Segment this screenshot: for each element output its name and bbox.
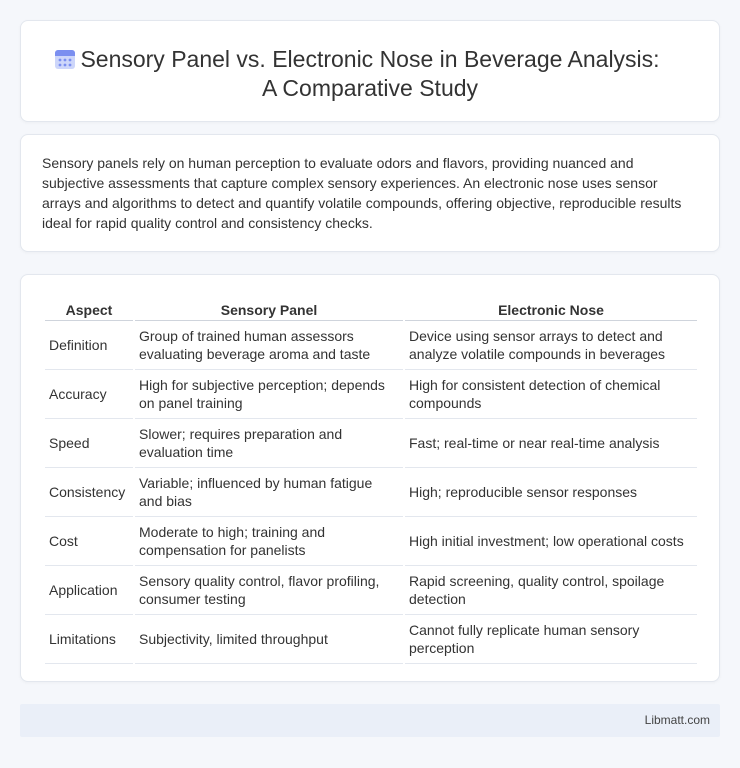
page-title-line-1: Sensory Panel vs. Electronic Nose in Beverage Analysis:	[80, 46, 660, 72]
row-electronic-nose: High; reproducible sensor responses	[405, 468, 697, 517]
page-title-line-2: A Comparative Study	[261, 75, 479, 101]
intro-card	[20, 134, 720, 252]
row-aspect: Application	[45, 566, 133, 615]
page-title	[21, 45, 719, 103]
row-aspect: Definition	[45, 321, 133, 370]
row-sensory-panel: Variable; influenced by human fatigue and bias	[135, 468, 403, 517]
footer-site-link[interactable]: Libmatt.com	[644, 713, 710, 727]
header-aspect: Aspect	[45, 295, 133, 321]
table-row	[45, 321, 697, 370]
row-electronic-nose: High initial investment; low operational costs	[405, 517, 697, 566]
row-electronic-nose: High for consistent detection of chemical compounds	[405, 370, 697, 419]
row-electronic-nose: Rapid screening, quality control, spoilage detection	[405, 566, 697, 615]
table-row	[45, 615, 697, 664]
row-sensory-panel: Moderate to high; training and compensation for panelists	[135, 517, 403, 566]
row-sensory-panel: Subjectivity, limited throughput	[135, 615, 403, 664]
table-row	[45, 517, 697, 566]
row-aspect: Consistency	[45, 468, 133, 517]
row-aspect: Accuracy	[45, 370, 133, 419]
comparison-table	[43, 295, 699, 664]
row-aspect: Speed	[45, 419, 133, 468]
footer	[20, 704, 720, 737]
table-header-row	[45, 295, 697, 321]
table-row	[45, 419, 697, 468]
row-sensory-panel: Group of trained human assessors evaluating beverage aroma and taste	[135, 321, 403, 370]
table-row	[45, 468, 697, 517]
row-sensory-panel: High for subjective perception; depends on panel training	[135, 370, 403, 419]
comparison-card	[20, 274, 720, 682]
row-sensory-panel: Sensory quality control, flavor profiling, consumer testing	[135, 566, 403, 615]
intro-paragraph: Sensory panels rely on human perception to evaluate odors and flavors, providing nuanced and subjective assessments that capture complex sensory experiences. An electronic nose uses sensor arrays and algorithms to detect and quantify volatile compounds, offering objective, reproducible results ideal for rapid quality control and consistency checks.	[42, 155, 682, 231]
table-row	[45, 370, 697, 419]
row-sensory-panel: Slower; requires preparation and evaluation time	[135, 419, 403, 468]
row-aspect: Limitations	[45, 615, 133, 664]
row-electronic-nose: Fast; real-time or near real-time analysis	[405, 419, 697, 468]
header-sensory-panel: Sensory Panel	[135, 295, 403, 321]
row-electronic-nose: Cannot fully replicate human sensory perception	[405, 615, 697, 664]
table-row	[45, 566, 697, 615]
row-aspect: Cost	[45, 517, 133, 566]
header-electronic-nose: Electronic Nose	[405, 295, 697, 321]
title-card	[20, 20, 720, 122]
row-electronic-nose: Device using sensor arrays to detect and analyze volatile compounds in beverages	[405, 321, 697, 370]
